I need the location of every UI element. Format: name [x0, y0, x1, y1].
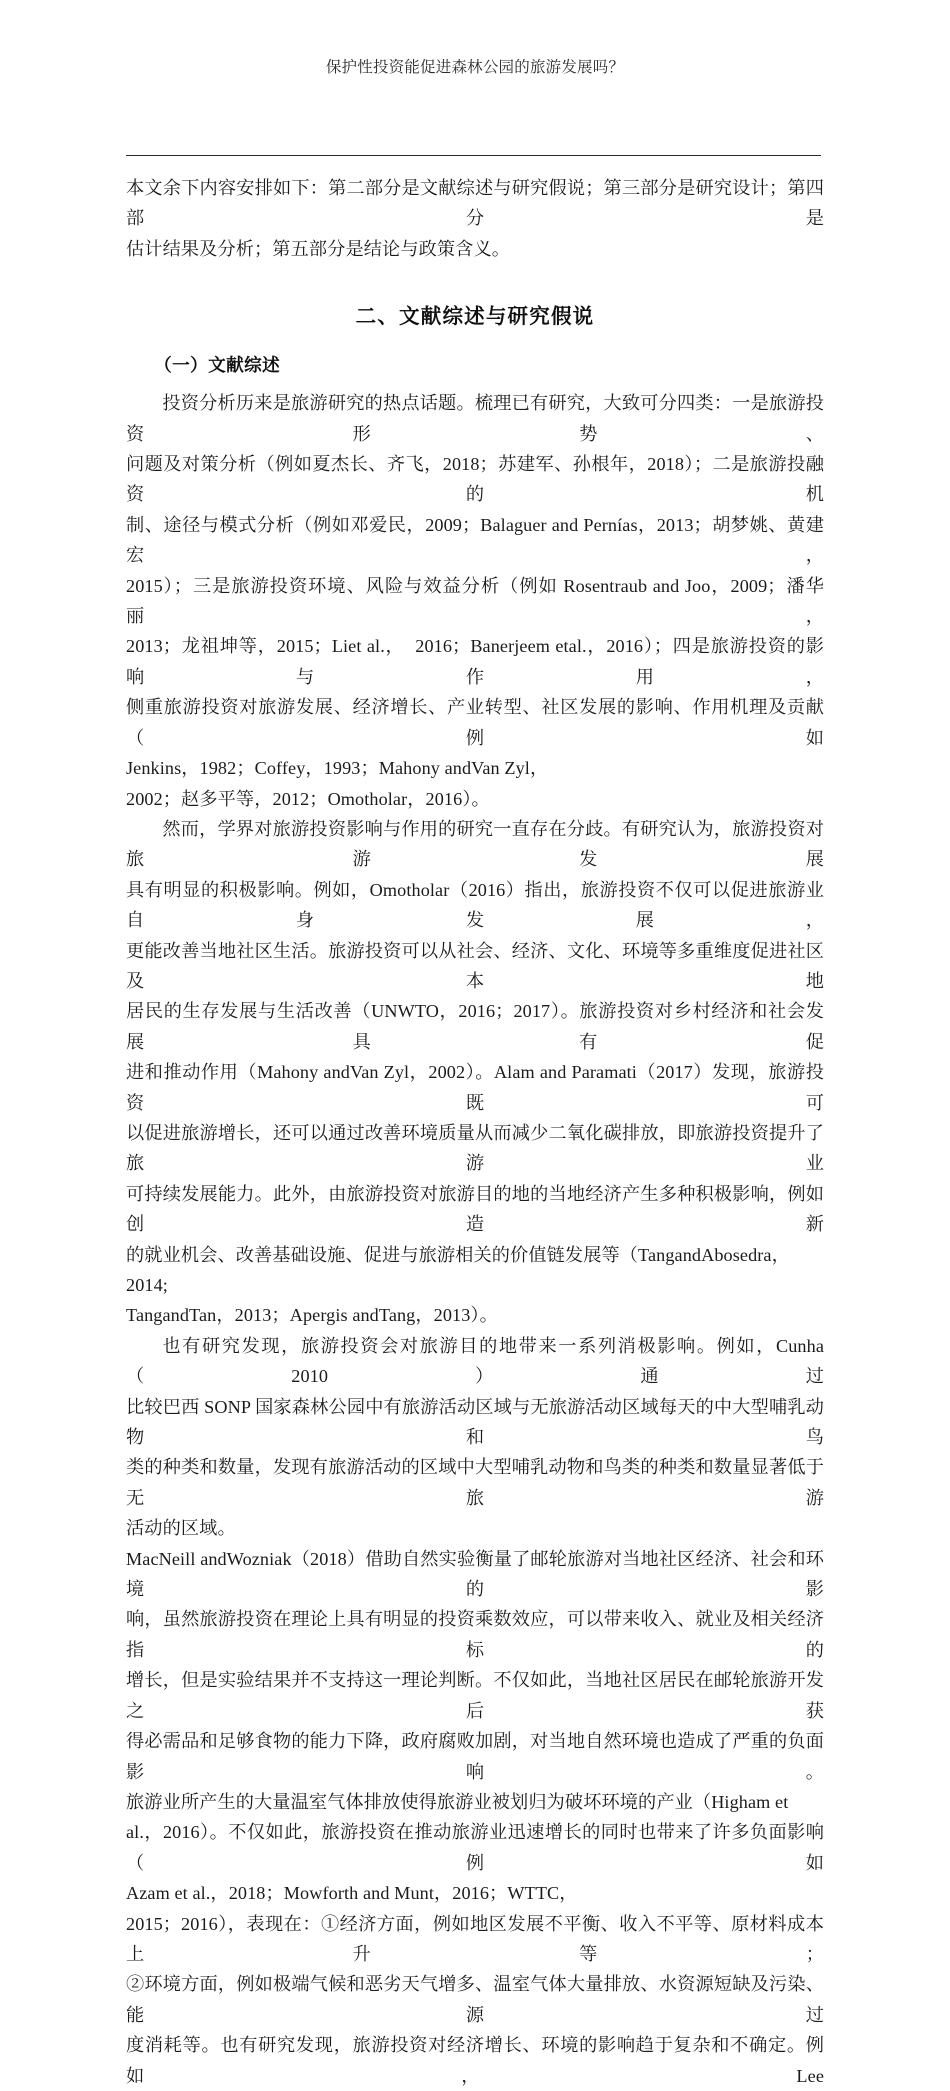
paragraph-line: 增长，但是实验结果并不支持这一理论判断。不仅如此，当地社区居民在邮轮旅游开发之后获 — [126, 1670, 824, 1721]
paragraph-literature-categories — [126, 388, 824, 814]
paragraph-line: 侧重旅游投资对旅游发展、经济增长、产业转型、社区发展的影响、作用机理及贡献（例如 — [126, 697, 824, 748]
paragraph-line: 居民的生存发展与生活改善（UNWTO，2016；2017）。旅游投资对乡村经济和社会发展具有促 — [126, 1001, 824, 1052]
paragraph-line: 2015）；三是旅游投资环境、风险与效益分析（例如 Rosentraub and Joo，2009；潘华丽， — [126, 575, 824, 627]
paragraph-macneill-wozniak — [126, 1544, 824, 2091]
paragraph-line: 估计结果及分析；第五部分是结论与政策含义。 — [126, 238, 511, 259]
paragraph-line: Jenkins，1982；Coffey，1993；Mahony andVan Zyl， — [126, 758, 549, 779]
paragraph-line: 活动的区域。 — [126, 1518, 236, 1539]
paragraph-line: 响，虽然旅游投资在理论上具有明显的投资乘数效应，可以带来收入、就业及相关经济指标的 — [126, 1609, 824, 1660]
paragraph-line: 可持续发展能力。此外，由旅游投资对旅游目的地的当地经济产生多种积极影响，例如创造新 — [126, 1183, 824, 1235]
paragraph-line: 制、途径与模式分析（例如邓爱民，2009；Balaguer and Pernías，2013；胡梦姚、黄建宏， — [126, 514, 824, 566]
paragraph-line: ②环境方面，例如极端气候和恶劣天气增多、温室气体大量排放、水资源短缺及污染、能源过 — [126, 1974, 824, 2025]
paragraph-line: 度消耗等。也有研究发现，旅游投资对经济增长、环境的影响趋于复杂和不确定。例如，Lee — [126, 2035, 824, 2086]
paragraph-line: MacNeill andWozniak（2018）借助自然实验衡量了邮轮旅游对当地社区经济、社会和环境的影 — [126, 1548, 824, 1600]
paragraph-line: 以促进旅游增长，还可以通过改善环境质量从而减少二氧化碳排放，即旅游投资提升了旅游业 — [126, 1122, 824, 1174]
paragraph-line: 进和推动作用（Mahony andVan Zyl，2002）。Alam and Paramati（2017）发现，旅游投资既可 — [126, 1062, 824, 1113]
spacer — [126, 264, 824, 302]
paragraph-line: 更能改善当地社区生活。旅游投资可以从社会、经济、文化、环境等多重维度促进社区及本地 — [126, 940, 824, 991]
paragraph-line: 比较巴西 SONP 国家森林公园中有旅游活动区域与无旅游活动区域每天的中大型哺乳动物和鸟 — [126, 1396, 824, 1448]
paragraph-line: 的就业机会、改善基础设施、促进与旅游相关的价值链发展等（TangandAbosedra，2014; — [126, 1244, 790, 1295]
paragraph-line: 也有研究发现，旅游投资会对旅游目的地带来一系列消极影响。例如，Cunha（2010）通过 — [126, 1335, 824, 1387]
spacer — [126, 332, 824, 350]
paragraph-line: 2015；2016），表现在：①经济方面，例如地区发展不平衡、收入不平等、原材料成本上升等； — [126, 1913, 824, 1964]
paragraph-line: al.，2016）。不仅如此，旅游投资在推动旅游业迅速增长的同时也带来了许多负面影响（例如 — [126, 1822, 824, 1873]
paragraph-positive-impacts — [126, 814, 824, 1331]
running-header: 保护性投资能促进森林公园的旅游发展吗？ — [325, 59, 625, 76]
paragraph-line: 具有明显的积极影响。例如，Omotholar（2016）指出，旅游投资不仅可以促进旅游业自身发展， — [126, 879, 824, 931]
paragraph-line: 旅游业所产生的大量温室气体排放使得旅游业被划归为破坏环境的产业（Higham et — [126, 1791, 789, 1812]
paragraph-line: 2002；赵多平等，2012；Omotholar，2016）。 — [126, 788, 490, 809]
spacer — [126, 380, 824, 388]
paragraph-line: Azam et al.，2018；Mowforth and Munt，2016；WTTC， — [126, 1883, 578, 1904]
subsection-heading: （一）文献综述 — [154, 355, 281, 376]
paragraph-line: 本文余下内容安排如下：第二部分是文献综述与研究假说；第三部分是研究设计；第四部分是 — [126, 178, 824, 229]
header-divider-rule — [126, 155, 821, 156]
paragraph-line: 问题及对策分析（例如夏杰长、齐飞，2018；苏建军、孙根年，2018）；二是旅游投融资的机 — [126, 454, 824, 505]
paragraph-line: 类的种类和数量，发现有旅游活动的区域中大型哺乳动物和鸟类的种类和数量显著低于无旅游 — [126, 1457, 824, 1508]
paragraph-line: TangandTan，2013；Apergis andTang，2013）。 — [126, 1305, 498, 1326]
paragraph-line: 2013；龙祖坤等，2015；Liet al.， 2016；Banerjeem etal.，2016）；四是旅游投资的影响与作用， — [126, 636, 824, 687]
paragraph-negative-impacts — [126, 1331, 824, 1544]
paragraph-line: 然而，学界对旅游投资影响与作用的研究一直存在分歧。有研究认为，旅游投资对旅游发展 — [126, 818, 824, 870]
paragraph-line: 投资分析历来是旅游研究的热点话题。梳理已有研究，大致可分四类：一是旅游投资形势、 — [126, 393, 824, 444]
text-column — [126, 173, 824, 2091]
section-heading: 二、文献综述与研究假说 — [355, 305, 595, 329]
paragraph-line: 得必需品和足够食物的能力下降，政府腐败加剧，对当地自然环境也造成了严重的负面影响。 — [126, 1731, 824, 1782]
intro-paragraph — [126, 173, 824, 264]
